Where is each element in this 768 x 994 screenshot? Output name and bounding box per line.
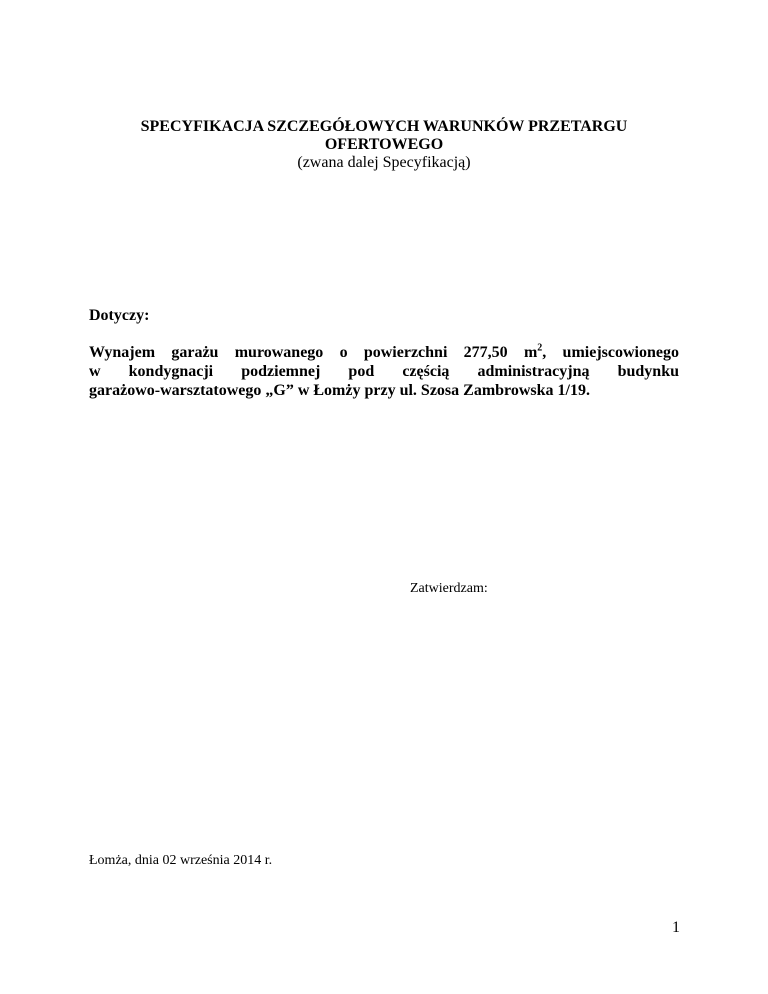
page-number: 1 (672, 919, 680, 936)
square-meter-superscript: 2 (537, 342, 543, 354)
document-subtitle: (zwana dalej Specyfikacją) (297, 154, 471, 171)
document-title-line-1: SPECYFIKACJA SZCZEGÓŁOWYCH WARUNKÓW PRZETARGU (140, 118, 628, 135)
subject-line-1 (89, 343, 679, 362)
document-title-block (0, 118, 768, 172)
place-and-date: Łomża, dnia 02 września 2014 r. (89, 853, 273, 868)
subject-text (89, 343, 679, 400)
document-title-line-2: OFERTOWEGO (324, 136, 444, 153)
subject-line-1-ending: , umiejscowionego (542, 344, 679, 361)
subject-line-3: garażowo-warsztatowego „G” w Łomży przy ul. Szosa Zambrowska 1/19. (89, 382, 590, 399)
subject-line-1-text: Wynajem garażu murowanego o powierzchni 277,50 m (89, 344, 538, 361)
subject-label: Dotyczy: (89, 307, 150, 324)
approval-label: Zatwierdzam: (410, 581, 488, 596)
subject-line-2: w kondygnacji podziemnej pod częścią administracyjną budynku (89, 363, 679, 380)
